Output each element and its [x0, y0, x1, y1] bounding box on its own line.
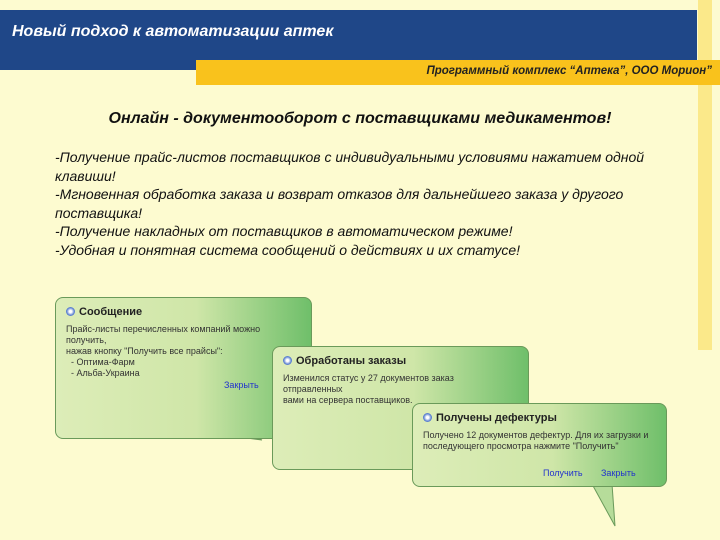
bullet-item: -Удобная и понятная система сообщений о действиях и их статусе! [55, 241, 521, 258]
info-icon [283, 356, 292, 365]
bubble-text: последующего просмотра нажмите "Получить" [423, 441, 619, 451]
bubble-tail [592, 484, 615, 526]
bubble-title: Сообщение [79, 306, 143, 318]
bubble-text: Изменился статус у 27 документов заказ отправленных [283, 373, 454, 394]
headline: Онлайн - документооборот с поставщиками медикаментов! [108, 110, 612, 127]
bullet-item: -Получение прайс-листов поставщиков с индивидуальными условиями нажатием одной клавиши! [55, 149, 645, 184]
bubble-title: Обработаны заказы [296, 355, 407, 367]
close-link[interactable]: Закрыть [601, 468, 636, 478]
bubble-text: Прайс-листы перечисленных компаний можно получить, [66, 324, 261, 345]
bubble-text: - Альба-Украина [66, 368, 140, 378]
info-icon [66, 307, 75, 316]
bubble-title: Получены дефектуры [436, 412, 557, 424]
slide-subtitle: Программный комплекс “Аптека”, ООО Морион” [426, 65, 712, 77]
get-link[interactable]: Получить [543, 468, 583, 478]
close-link[interactable]: Закрыть [224, 380, 259, 390]
bubble-text: нажав кнопку "Получить все прайсы": [66, 346, 223, 356]
slide-title: Новый подход к автоматизации аптек [12, 23, 334, 40]
bubble-text: Получено 12 документов дефектур. Для их загрузки и [423, 430, 649, 440]
bullet-item: -Мгновенная обработка заказа и возврат отказов для дальнейшего заказа у другого поставщика! [55, 186, 624, 221]
bubble-text: - Оптима-Фарм [66, 357, 135, 367]
defects-bubble [412, 403, 667, 487]
bullet-item: -Получение накладных от поставщиков в автоматическом режиме! [55, 223, 513, 239]
info-icon [423, 413, 432, 422]
bubble-text: вами на сервера поставщиков. [283, 395, 413, 405]
